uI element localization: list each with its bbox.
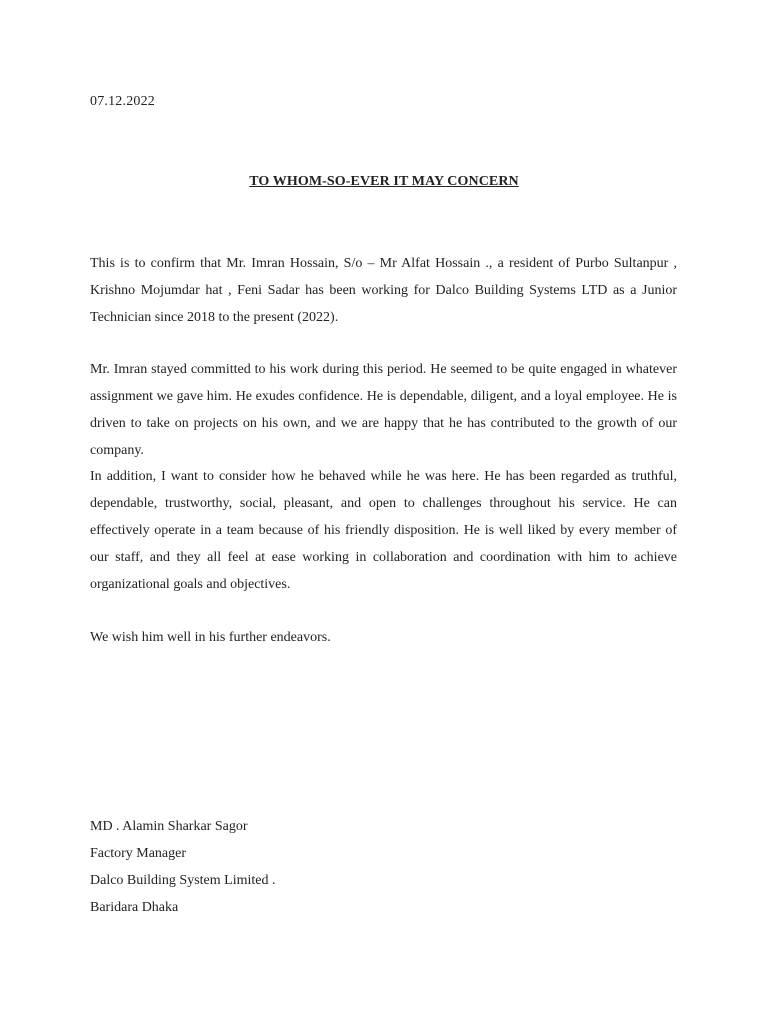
paragraph-behavior: In addition, I want to consider how he behaved while he was here. He has been regarded as truthful, dependable, trustworthy, social, pleasant, and open to challenges throughout his service. He can effectively operate in a team because of his friendly disposition. He is well liked by every member of our staff, and they all feel at ease working in collaboration and coordination with him to achieve organizational goals and objectives. <box>90 469 677 592</box>
signatory-name: MD . Alamin Sharkar Sagor <box>90 819 248 834</box>
signatory-company: Dalco Building System Limited . <box>90 873 276 888</box>
paragraph-confirmation: This is to confirm that Mr. Imran Hossain, S/o – Mr Alfat Hossain ., a resident of Purbo Sultanpur , Krishno Mojumdar hat , Feni Sadar has been working for Dalco Building Systems LTD as a Junior Technician since 2018 to the present (2022). <box>90 256 677 325</box>
signatory-title: Factory Manager <box>90 846 187 861</box>
letter-heading: TO WHOM-SO-EVER IT MAY CONCERN <box>249 174 519 189</box>
signatory-location: Baridara Dhaka <box>90 900 179 915</box>
signature-block <box>90 813 276 921</box>
paragraph-commitment: Mr. Imran stayed committed to his work during this period. He seemed to be quite engaged in whatever assignment we gave him. He exudes confidence. He is dependable, diligent, and a loyal employee. He is driven to take on projects on his own, and we are happy that he has contributed to the growth of our company. <box>90 362 677 458</box>
paragraph-closing: We wish him well in his further endeavors. <box>90 630 331 645</box>
letter-date: 07.12.2022 <box>90 94 155 109</box>
